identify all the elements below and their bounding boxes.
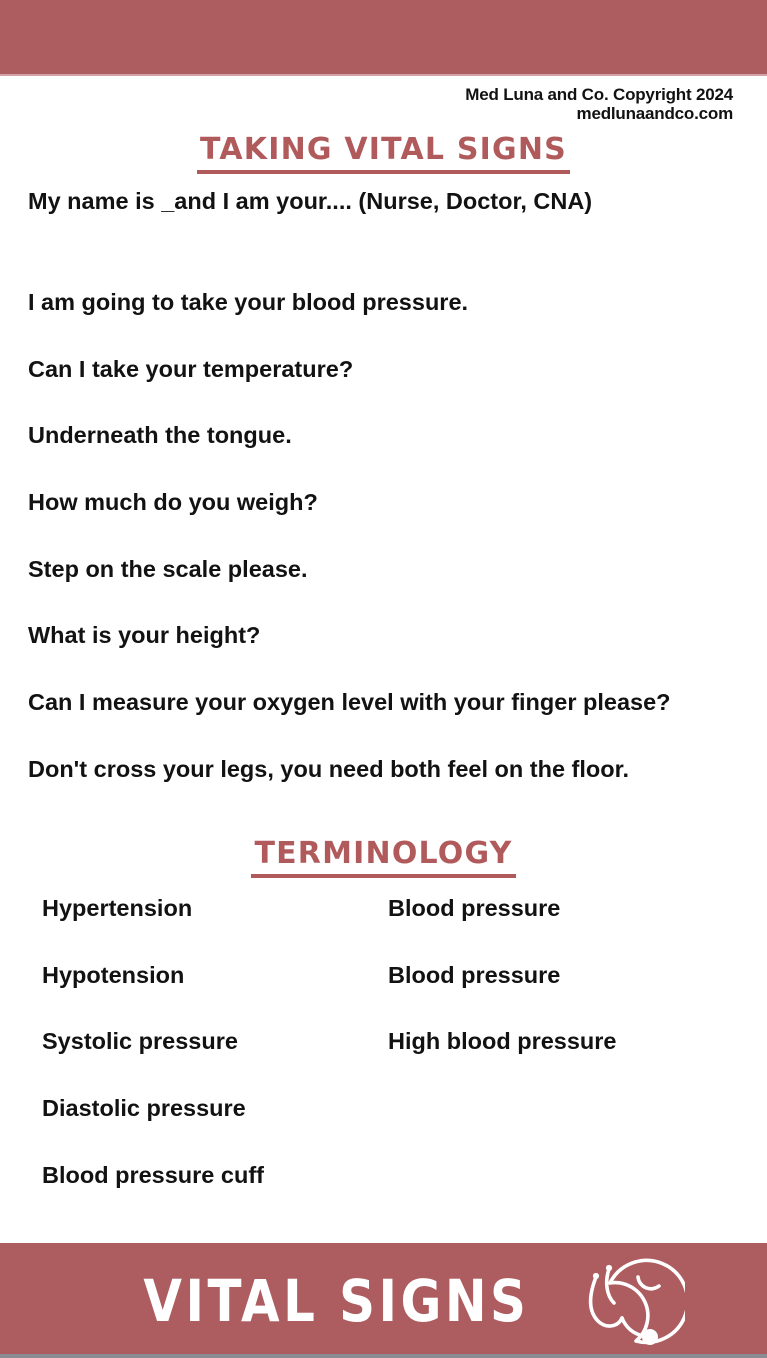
terminology-title: TERMINOLOGY [251,836,515,878]
phrase-line: Don't cross your legs, you need both feel on the floor. [28,755,629,782]
terminology-row [42,1161,757,1228]
copyright-text: Med Luna and Co. Copyright 2024 [465,85,733,104]
phrase-list [28,288,751,822]
phrase-line: I am going to take your blood pressure. [28,289,469,315]
website-url: medlunaandco.com [576,104,733,124]
phrase-line: Can I measure your oxygen level with your finger please? [28,689,671,716]
footer-banner-title: VITAL SIGNS [143,1266,530,1335]
terminology-definition [388,1094,757,1161]
terminology-term: Diastolic pressure [42,1095,246,1122]
terminology-definition: High blood pressure [388,1028,617,1055]
phrase-line: Step on the scale please. [28,555,308,582]
terminology-definition: Blood pressure [388,961,561,988]
footer-banner [0,1243,767,1358]
page-title: TAKING VITAL SIGNS [197,132,570,174]
terminology-row [42,1027,757,1094]
terminology-title-wrap [0,836,767,878]
terminology-term: Systolic pressure [42,1028,238,1055]
top-banner [0,0,767,76]
moon-stethoscope-logo-icon [579,1251,685,1351]
terminology-row [42,1094,757,1161]
phrase-line: How much do you weigh? [28,489,318,516]
terminology-row [42,894,757,961]
phrase-line: Underneath the tongue. [28,422,292,449]
terminology-definition [388,1161,757,1228]
terminology-term: Hypotension [42,961,185,988]
bottom-border-line [0,1354,767,1358]
intro-line: My name is _and I am your.... (Nurse, Doctor, CNA) [28,188,593,214]
phrase-line: Can I take your temperature? [28,355,354,382]
page-title-wrap [0,132,767,174]
terminology-term: Hypertension [42,895,193,921]
terminology-term: Blood pressure cuff [42,1161,264,1188]
terminology-row [42,961,757,1028]
copyright-block [465,85,733,123]
terminology-table [42,894,757,1227]
phrase-line: What is your height? [28,622,261,649]
terminology-definition: Blood pressure [388,895,561,921]
